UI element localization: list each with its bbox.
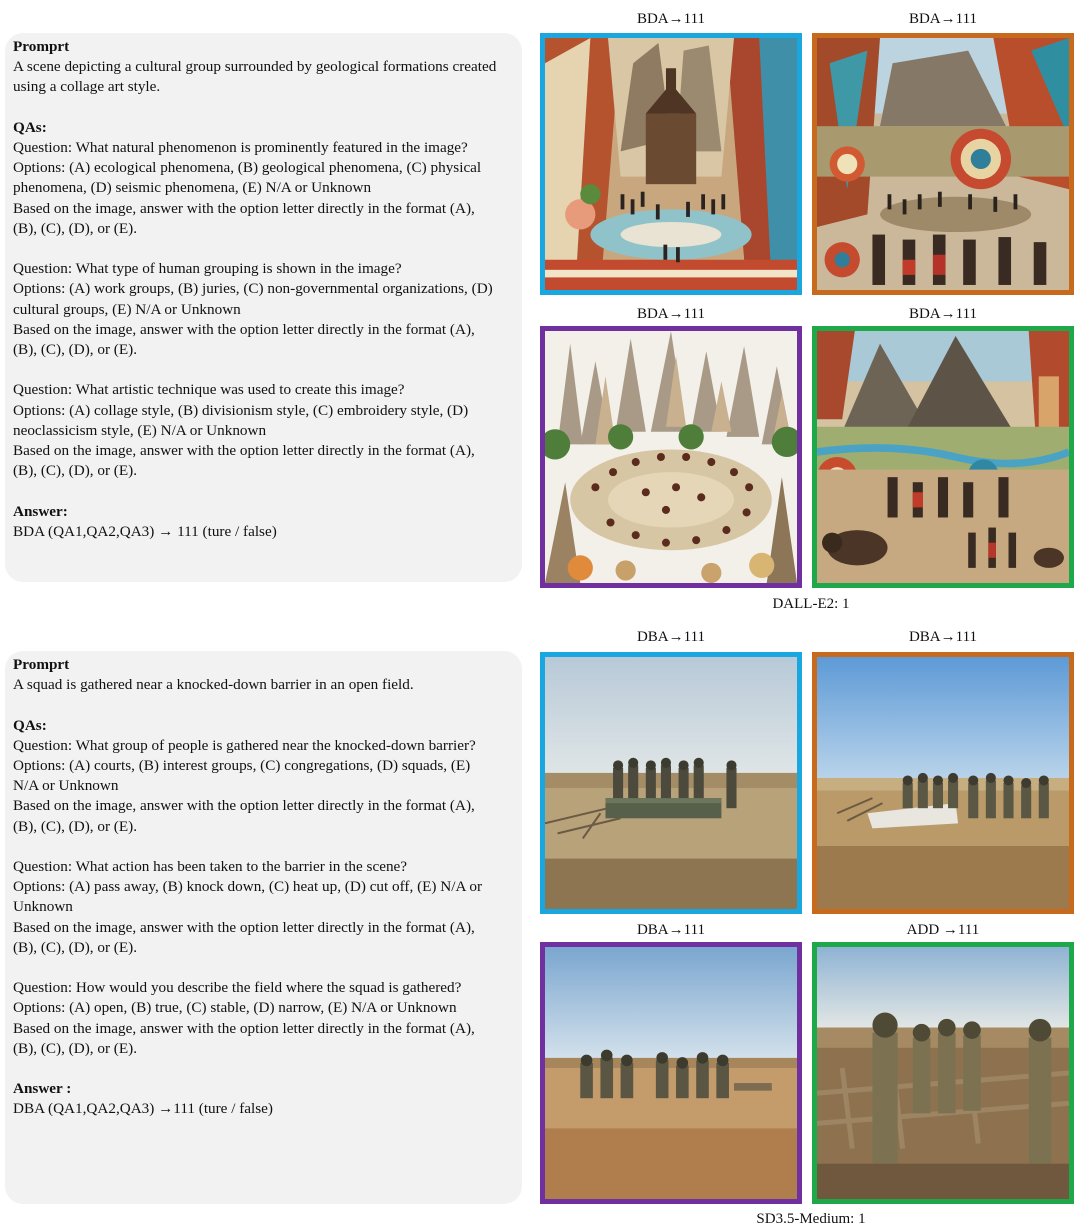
prompt-heading: Promprt xyxy=(13,656,70,673)
question-text: Question: What artistic technique was used to create this image? xyxy=(13,381,405,399)
question-text: Question: How would you describe the field where the squad is gathered? xyxy=(13,979,462,997)
image-label: BDA→111 xyxy=(908,306,978,322)
options-text: Options: (A) work groups, (B) juries, (C) non-governmental organizations, (D) cultural groups, (E) N/A or Unknown xyxy=(13,280,497,318)
answer-text: BDA (QA1,QA2,QA3) → 111 (ture / false) xyxy=(13,522,277,540)
prompt-text: A squad is gathered near a knocked-down barrier in an open field. xyxy=(13,676,414,694)
generated-image-collage-dance-circle xyxy=(540,326,802,588)
answer-heading: Answer : xyxy=(13,1080,72,1098)
question-text: Question: What natural phenomenon is prominently featured in the image? xyxy=(13,139,468,156)
options-text: Options: (A) courts, (B) interest groups, (C) congregations, (D) squads, (E) N/A or Unknown xyxy=(13,757,475,795)
generated-image-squad-3 xyxy=(540,942,802,1204)
options-text: Options: (A) ecological phenomena, (B) geological phenomena, (C) physical phenomena, (D) seismic phenomena, (E) N/A or Unknown xyxy=(13,159,485,197)
options-text: Options: (A) collage style, (B) divisionism style, (C) embroidery style, (D) neoclassicism style, (E) N/A or Unknown xyxy=(13,401,472,439)
instruction-text: Based on the image, answer with the option letter directly in the format (A), (B), (C), (D), or (E). xyxy=(13,199,479,237)
generated-image-collage-canyon xyxy=(812,33,1074,295)
generated-image-squad-4 xyxy=(812,942,1074,1204)
image-label: DBA→111 xyxy=(636,629,706,645)
instruction-text: Based on the image, answer with the option letter directly in the format (A), (B), (C), (D), or (E). xyxy=(13,320,479,359)
generated-image-squad-1 xyxy=(540,652,802,914)
image-label: DBA→111 xyxy=(908,629,978,645)
instruction-text: Based on the image, answer with the option letter directly in the format (A), (B), (C), (D), or (E). xyxy=(13,442,479,480)
image-label: DBA→111 xyxy=(636,922,706,938)
model-caption: DALL-E2: 1 xyxy=(772,596,850,612)
qas-heading: QAs: xyxy=(13,118,47,136)
qas-heading: QAs: xyxy=(13,716,47,734)
answer-text: DBA (QA1,QA2,QA3) →111 (ture / false) xyxy=(13,1100,273,1118)
options-text: Options: (A) open, (B) true, (C) stable, (D) narrow, (E) N/A or Unknown xyxy=(13,999,457,1017)
image-label: ADD →111 xyxy=(906,922,980,938)
instruction-text: Based on the image, answer with the option letter directly in the format (A), (B), (C), (D), or (E). xyxy=(13,797,479,835)
prompt-heading: Promprt xyxy=(13,38,70,55)
question-text: Question: What type of human grouping is shown in the image? xyxy=(13,260,402,278)
instruction-text: Based on the image, answer with the option letter directly in the format (A), (B), (C), (D), or (E). xyxy=(13,1019,479,1057)
image-label: BDA→111 xyxy=(636,11,706,27)
question-text: Question: What action has been taken to the barrier in the scene? xyxy=(13,858,408,875)
model-caption: SD3.5-Medium: 1 xyxy=(756,1211,866,1227)
prompt-qa-panel-2 xyxy=(5,651,522,1204)
generated-image-squad-2 xyxy=(812,652,1074,914)
image-label: BDA→111 xyxy=(908,11,978,27)
instruction-text: Based on the image, answer with the option letter directly in the format (A), (B), (C), (D), or (E). xyxy=(13,918,479,956)
prompt-text: A scene depicting a cultural group surrounded by geological formations created using a collage art style. xyxy=(13,58,501,96)
question-text: Question: What group of people is gathered near the knocked-down barrier? xyxy=(13,736,476,754)
generated-image-collage-mountains xyxy=(812,326,1074,588)
image-label: BDA→111 xyxy=(636,306,706,322)
answer-heading: Answer: xyxy=(13,502,68,520)
prompt-qa-panel-1 xyxy=(5,33,522,582)
generated-image-collage-church xyxy=(540,33,802,295)
options-text: Options: (A) pass away, (B) knock down, (C) heat up, (D) cut off, (E) N/A or Unknown xyxy=(13,878,486,916)
